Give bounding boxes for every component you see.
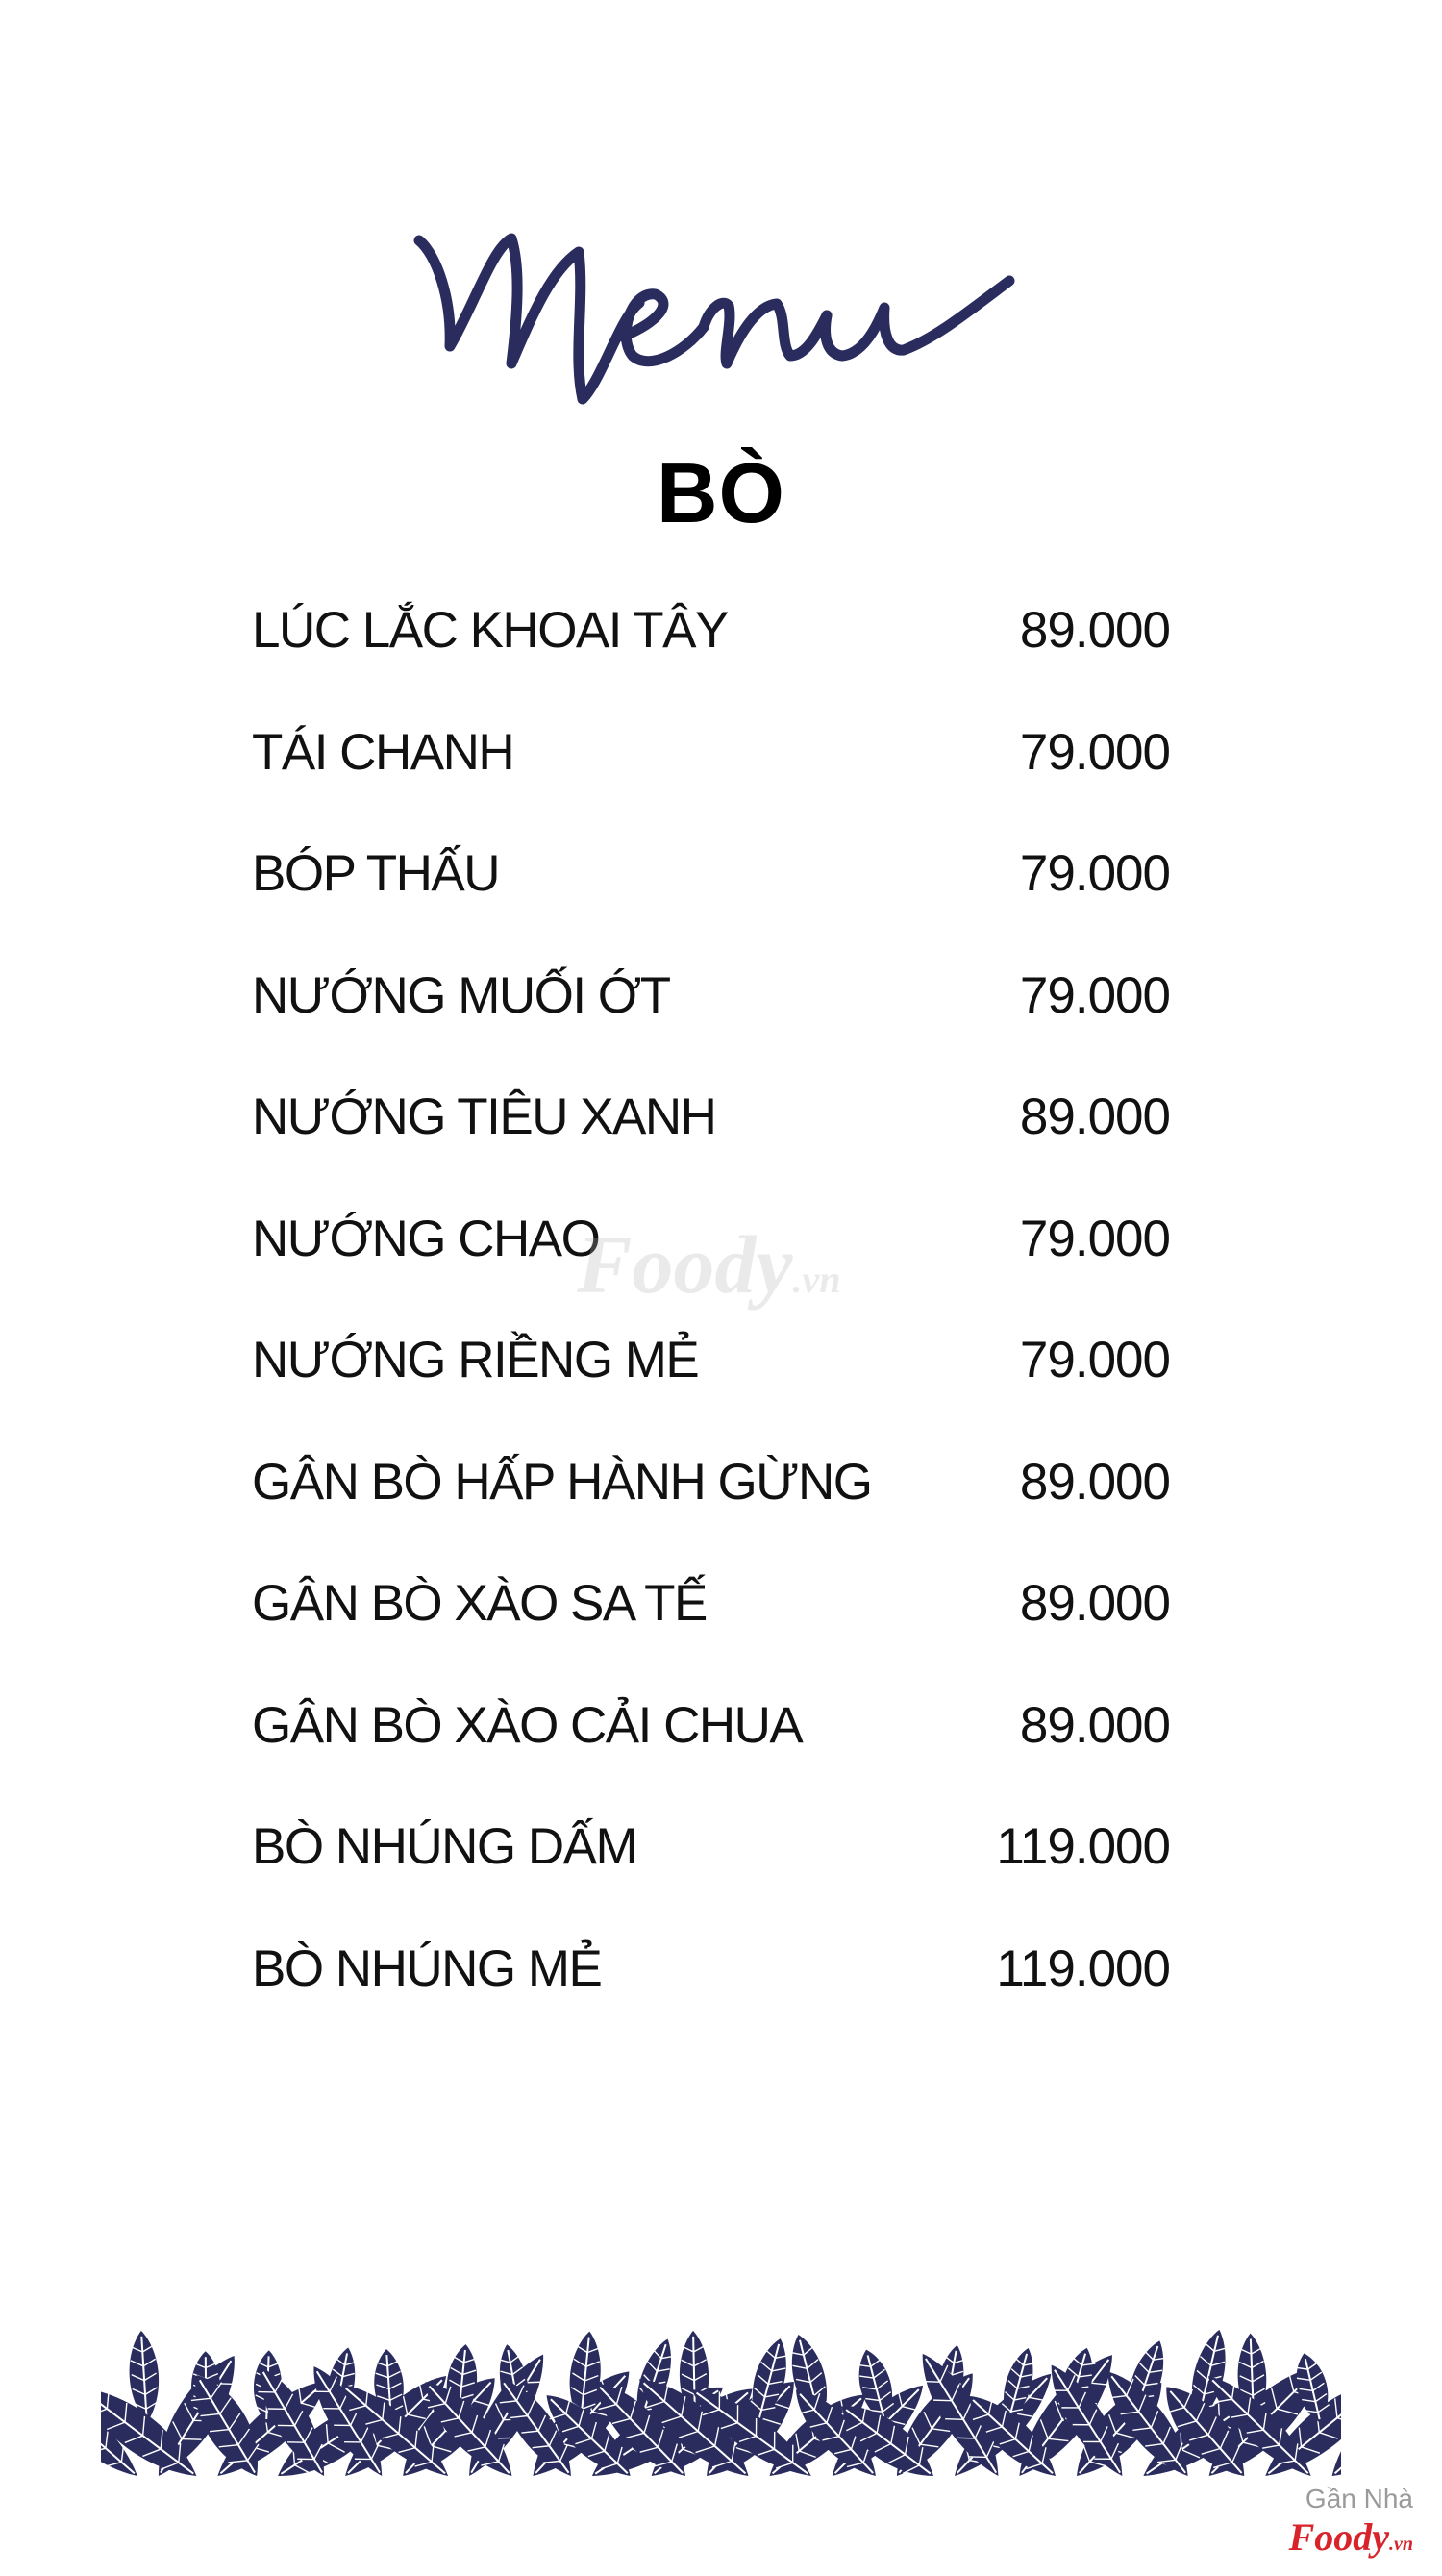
menu-item-name: NƯỚNG CHAO [252,1210,600,1267]
menu-item-name: TÁI CHANH [252,723,514,781]
menu-item-name: GÂN BÒ HẤP HÀNH GỪNG [252,1453,872,1511]
menu-item-price: 79.000 [1019,723,1170,781]
menu-item-price: 119.000 [996,1939,1170,1997]
menu-item-name: NƯỚNG MUỐI ỚT [252,966,670,1024]
menu-item-price: 89.000 [1019,1453,1170,1511]
menu-item-name: NƯỚNG TIÊU XANH [252,1088,716,1145]
leaf-border-icon [101,2308,1341,2476]
menu-item [252,1696,1170,1818]
corner-brand [1289,2486,1413,2557]
menu-item [252,1331,1170,1453]
menu-item-price: 89.000 [1019,1575,1170,1632]
menu-item-price: 89.000 [1019,1088,1170,1145]
menu-item-price: 119.000 [996,1818,1170,1875]
foody-logo: Foody.vn [1288,2515,1413,2559]
foody-watermark: Foody.vn [577,1218,841,1311]
menu-item [252,1817,1170,1939]
menu-item-name: GÂN BÒ XÀO CẢI CHUA [252,1696,803,1754]
menu-item-name: BÒ NHÚNG DẤM [252,1818,637,1875]
menu-item-list [252,601,1170,2061]
menu-item-price: 89.000 [1019,602,1170,659]
menu-item [252,723,1170,845]
menu-item-name: NƯỚNG RIỀNG MẺ [252,1332,699,1388]
menu-item-name: GÂN BÒ XÀO SA TẾ [252,1575,707,1632]
menu-item-name: BÓP THẤU [252,845,500,902]
menu-item-price: 79.000 [1019,966,1170,1024]
menu-item-price: 79.000 [1019,1332,1170,1388]
menu-item-price: 79.000 [1019,1210,1170,1267]
menu-item-price: 79.000 [1019,845,1170,902]
menu-item [252,966,1170,1088]
menu-item [252,601,1170,723]
menu-item [252,844,1170,966]
menu-item-name: LÚC LẮC KHOAI TÂY [252,602,728,659]
menu-item-price: 89.000 [1019,1696,1170,1754]
menu-item [252,1939,1170,2062]
menu-item [252,1088,1170,1210]
corner-brand-label: Gần Nhà [1305,2484,1413,2513]
section-title: BÒ [657,445,785,540]
menu-item [252,1574,1170,1696]
menu-item [252,1210,1170,1332]
menu-script-title [404,202,1038,413]
menu-item-name: BÒ NHÚNG MẺ [252,1939,602,1997]
menu-item [252,1453,1170,1575]
